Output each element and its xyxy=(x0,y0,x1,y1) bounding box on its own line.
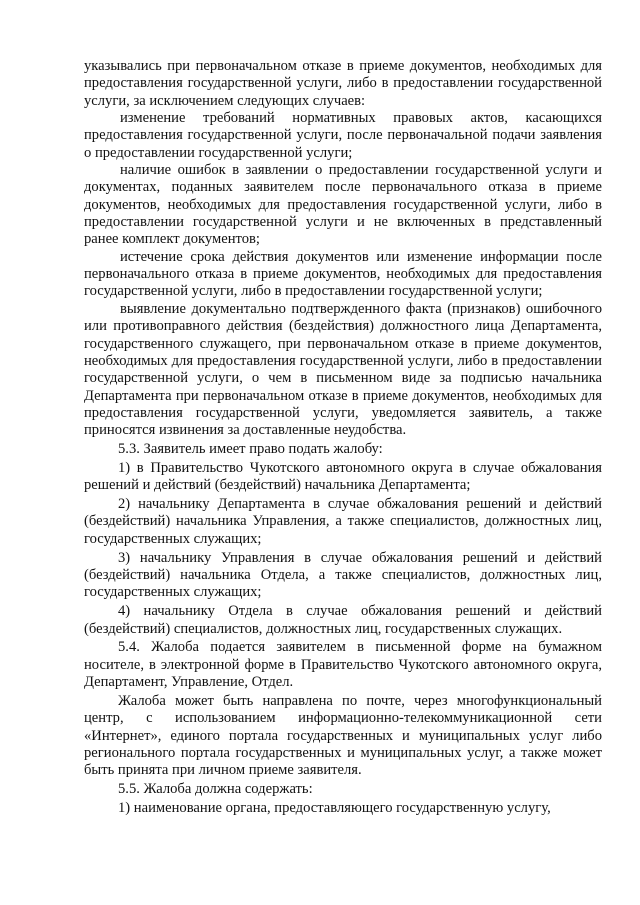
paragraph-requirements-change: изменение требований нормативных правовых актов, касающихся предоставления государственной услуги, после первоначальной подачи заявления о предоставлении государственной услуги; xyxy=(84,110,602,161)
section-5-5-heading: 5.5. Жалоба должна содержать: xyxy=(118,781,313,798)
list-item-2-department-head: 2) начальнику Департамента в случае обжалования решений и действий (бездействий) начальника Управления, а также специалистов, должностных лиц, государственных служащих; xyxy=(84,496,602,547)
paragraph-documents-expiry: истечение срока действия документов или изменение информации после первоначального отказа в приеме документов, необходимых для предоставления государственной услуги, либо в предоставлении государственной услуги; xyxy=(84,248,602,300)
list-item-3-directorate-head: 3) начальнику Управления в случае обжалования решений и действий (бездействий) начальника Отдела, а также специалистов, должностных лиц, государственных служащих; xyxy=(84,549,602,601)
paragraph-continuation: указывались при первоначальном отказе в приеме документов, необходимых для предоставления государственной услуги, либо в предоставлении государственной услуги, за исключением следующих случаев: xyxy=(84,58,602,109)
list-item-1-government: 1) в Правительство Чукотского автономного округа в случае обжалования решений и действий (бездействий) начальника Департамента; xyxy=(84,459,602,494)
paragraph-errors-in-application: наличие ошибок в заявлении о предоставлении государственной услуги и документах, поданных заявителем после первоначального отказа в приеме документов, необходимых для предоставления государственной услуги, либо в предоставлении государственной услуги и не включенных в представленный ранее комплект документов; xyxy=(84,162,602,248)
document-page xyxy=(84,58,602,817)
list-item-1-authority-name: 1) наименование органа, предоставляющего государственную услугу, xyxy=(118,799,551,816)
section-5-3-heading: 5.3. Заявитель имеет право подать жалобу: xyxy=(118,441,383,458)
section-5-4-filing: 5.4. Жалоба подается заявителем в письменной форме на бумажном носителе, в электронной форме в Правительство Чукотского автономного округа, Департамент, Управление, Отдел. xyxy=(84,639,602,691)
list-item-4-section-head: 4) начальнику Отдела в случае обжалования решений и действий (бездействий) специалистов, должностных лиц, государственных служащих. xyxy=(84,603,602,637)
paragraph-submission-channels: Жалоба может быть направлена по почте, через многофункциональный центр, с использованием информационно-телекоммуникационной сети «Интернет», единого портала государственных и муниципальных услуг либо регионального портала государственных и муниципальных услуг, а также может быть принята при личном приеме заявителя. xyxy=(84,692,602,779)
paragraph-unlawful-action: выявление документально подтвержденного факта (признаков) ошибочного или противоправного действия (бездействия) должностного лица Департамента, государственного служащего, при первоначальном отказе в приеме документов, необходимых для предоставления государственной услуги, либо в предоставлении государственной услуги, о чем в письменном виде за подписью начальника Департамента при первоначальном отказе в приеме документов, необходимых для предоставления государственной услуги, уведомляется заявитель, а также приносятся извинения за доставленные неудобства. xyxy=(84,300,602,439)
